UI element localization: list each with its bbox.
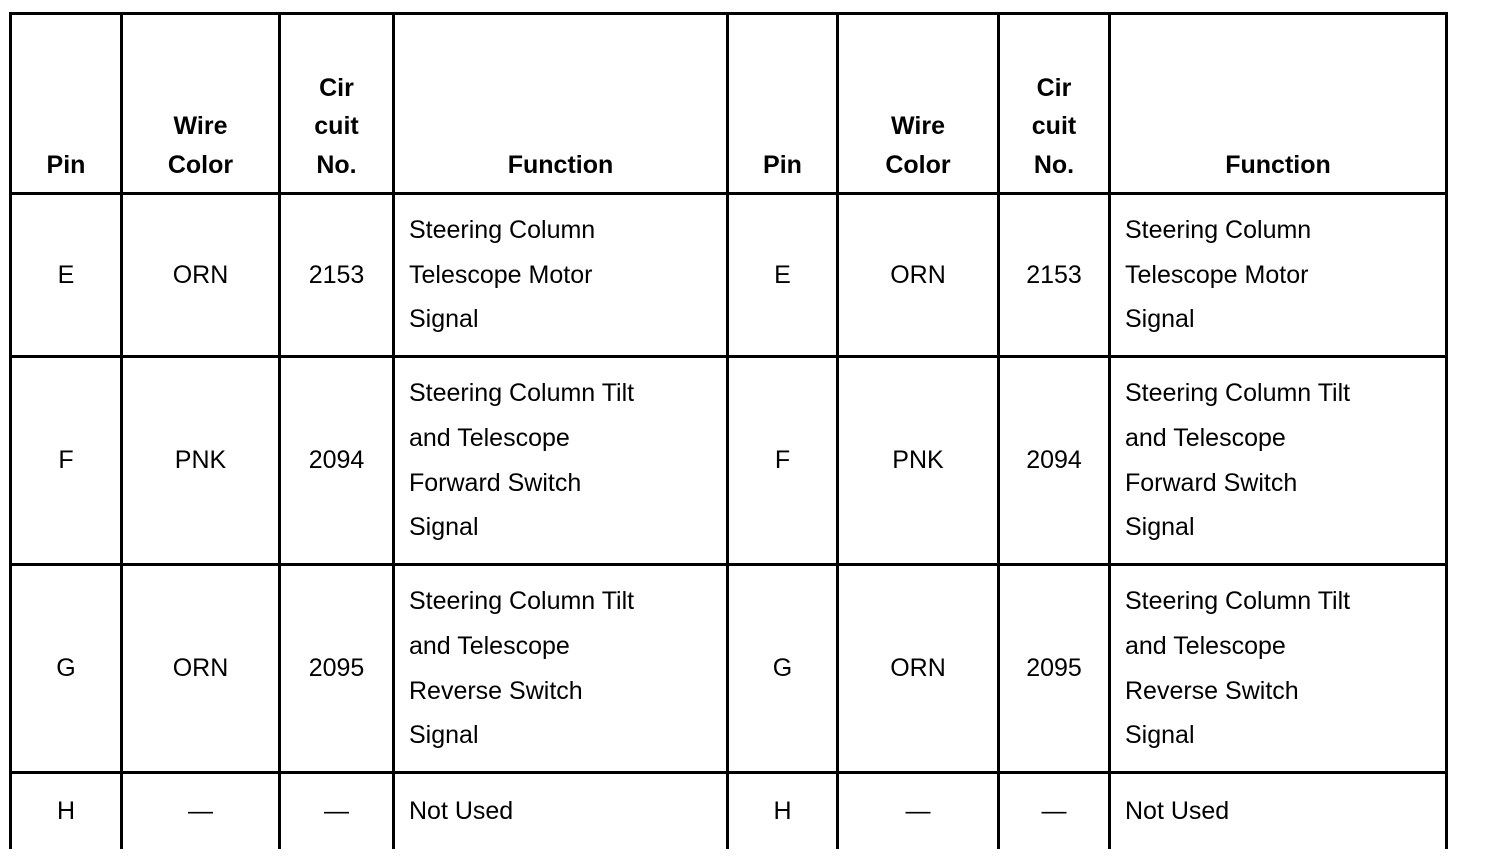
circuit-cell: 2095 bbox=[999, 565, 1110, 773]
wire-color-cell: PNK bbox=[122, 357, 280, 565]
wire-color-cell: ORN bbox=[122, 565, 280, 773]
wire-color-cell: PNK bbox=[838, 357, 999, 565]
function-cell: Steering Column Tilt and Telescope Reverse Switch Signal bbox=[1110, 565, 1447, 773]
header-function: Function bbox=[1110, 14, 1447, 194]
circuit-cell: 2153 bbox=[999, 194, 1110, 357]
circuit-cell: 2094 bbox=[999, 357, 1110, 565]
function-cell: Steering Column Tilt and Telescope Reverse Switch Signal bbox=[394, 565, 728, 773]
pin-cell: E bbox=[11, 194, 122, 357]
wire-color-cell: ORN bbox=[838, 194, 999, 357]
function-cell: Steering Column Telescope Motor Signal bbox=[394, 194, 728, 357]
header-row bbox=[11, 14, 1447, 194]
circuit-cell: — bbox=[999, 773, 1110, 849]
pin-cell: H bbox=[11, 773, 122, 849]
header-circuit-no: Cir cuit No. bbox=[999, 14, 1110, 194]
circuit-cell: 2095 bbox=[280, 565, 394, 773]
circuit-cell: 2153 bbox=[280, 194, 394, 357]
connector-pin-table bbox=[9, 12, 1448, 849]
function-cell: Steering Column Tilt and Telescope Forward Switch Signal bbox=[1110, 357, 1447, 565]
header-pin: Pin bbox=[728, 14, 838, 194]
wire-color-cell: ORN bbox=[838, 565, 999, 773]
function-cell: Steering Column Tilt and Telescope Forward Switch Signal bbox=[394, 357, 728, 565]
table-row bbox=[11, 357, 1447, 565]
pin-cell: F bbox=[11, 357, 122, 565]
pin-cell: G bbox=[728, 565, 838, 773]
wire-color-cell: ORN bbox=[122, 194, 280, 357]
wire-color-cell: — bbox=[122, 773, 280, 849]
function-cell: Steering Column Telescope Motor Signal bbox=[1110, 194, 1447, 357]
table-row bbox=[11, 194, 1447, 357]
table-row bbox=[11, 773, 1447, 849]
pin-cell: G bbox=[11, 565, 122, 773]
pin-cell: F bbox=[728, 357, 838, 565]
table-row bbox=[11, 565, 1447, 773]
circuit-cell: — bbox=[280, 773, 394, 849]
circuit-cell: 2094 bbox=[280, 357, 394, 565]
wire-color-cell: — bbox=[838, 773, 999, 849]
pin-cell: E bbox=[728, 194, 838, 357]
header-function: Function bbox=[394, 14, 728, 194]
header-wire-color: Wire Color bbox=[838, 14, 999, 194]
function-cell: Not Used bbox=[1110, 773, 1447, 849]
header-circuit-no: Cir cuit No. bbox=[280, 14, 394, 194]
header-wire-color: Wire Color bbox=[122, 14, 280, 194]
header-pin: Pin bbox=[11, 14, 122, 194]
pin-cell: H bbox=[728, 773, 838, 849]
function-cell: Not Used bbox=[394, 773, 728, 849]
